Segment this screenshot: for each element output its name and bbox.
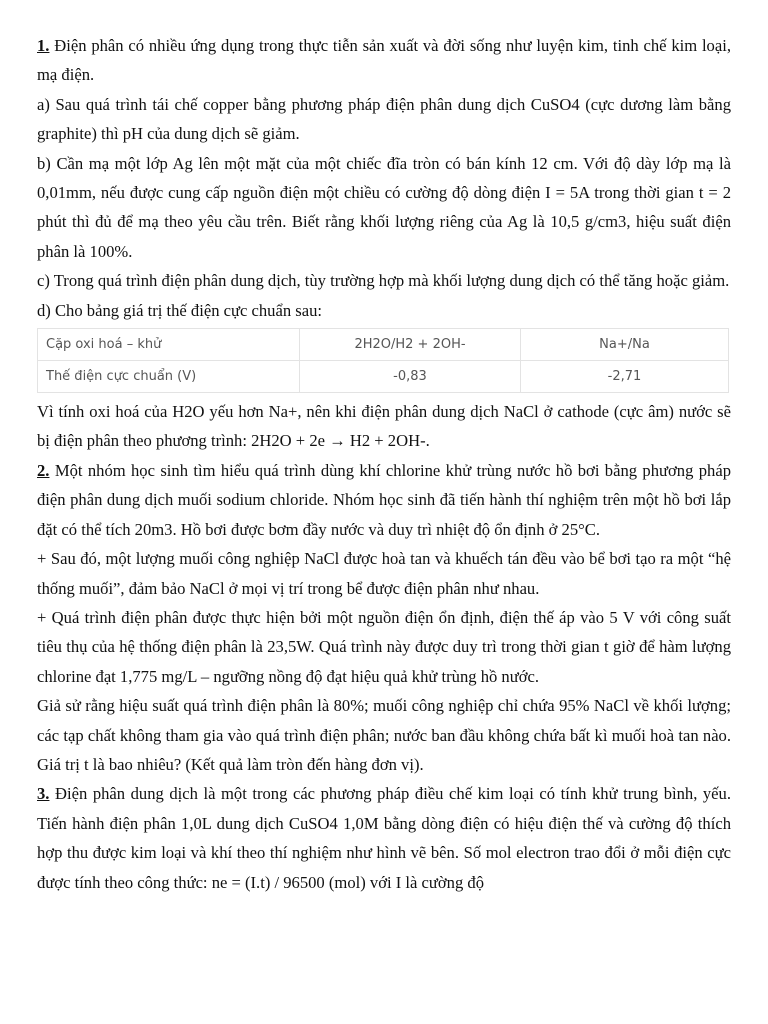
- table-cell: Cặp oxi hoá – khử: [38, 329, 300, 361]
- potential-table-wrapper: [37, 328, 731, 393]
- question-1-number: 1.: [37, 36, 50, 55]
- question-2-number: 2.: [37, 460, 50, 480]
- question-2-text: Một nhóm học sinh tìm hiểu quá trình dùng khí chlorine khử trùng nước hồ bơi bằng phương pháp điện phân dung dịch muối sodium chloride. Nhóm học sinh đã tiến hành thí nghiệm trên một hồ bơi lắp đặt có thể tích 20m3. Hồ bơi được bơm đầy nước và duy trì nhiệt độ ổn định ở 25°C.: [37, 460, 732, 539]
- question-2-intro: [37, 456, 731, 544]
- question-2-paragraph-2: + Quá trình điện phân được thực hiện bởi một nguồn điện ổn định, điện thế áp vào 5 V với công suất tiêu thụ của hệ thống điện phân là 23,5W. Quá trình này được duy trì trong thời gian t giờ để hàm lượng chlorine đạt 1,775 mg/L – ngưỡng nồng độ đạt hiệu quả khử trùng hồ nước.: [37, 607, 731, 686]
- question-3-intro: [37, 779, 731, 897]
- table-row: [38, 329, 729, 361]
- question-1-item-c: c) Trong quá trình điện phân dung dịch, tùy trường hợp mà khối lượng dung dịch có thể tăng hoặc giảm.: [37, 271, 730, 291]
- question-1-after-table: Vì tính oxi hoá của H2O yếu hơn Na+, nên khi điện phân dung dịch NaCl ở cathode (cực âm) nước sẽ bị điện phân theo phương trình: 2H2O + 2e → H2 + 2OH-.: [37, 402, 731, 451]
- table-cell: -0,83: [300, 361, 521, 393]
- question-3-text: Điện phân dung dịch là một trong các phương pháp điều chế kim loại có tính khử trung bình, yếu. Tiến hành điện phân 1,0L dung dịch CuSO4 1,0M bằng dòng điện có hiệu điện thế và cường độ thích hợp thu được kim loại và khí theo thí nghiệm như hình vẽ bên. Số mol electron trao đổi ở mỗi điện cực được tính theo công thức: ne = (I.t) / 96500 (mol) với I là cường độ: [37, 784, 731, 892]
- document-page: [37, 31, 731, 897]
- standard-potential-table: [37, 328, 729, 393]
- question-1-intro: [37, 31, 731, 90]
- table-cell: -2,71: [521, 361, 729, 393]
- question-3-number: 3.: [37, 784, 50, 804]
- question-1-item-b: b) Cần mạ một lớp Ag lên một mặt của một chiếc đĩa tròn có bán kính 12 cm. Với độ dày lớp mạ là 0,01mm, nếu được cung cấp nguồn điện một chiều có cường độ dòng điện I = 5A trong thời gian t = 2 phút thì đủ để mạ theo yêu cầu trên. Biết rằng khối lượng riêng của Ag là 10,5 g/cm3, hiệu suất điện phân là 100%.: [37, 153, 731, 261]
- question-2-paragraph-3: Giả sử rằng hiệu suất quá trình điện phân là 80%; muối công nghiệp chỉ chứa 95% NaCl về khối lượng; các tạp chất không tham gia vào quá trình điện phân; nước ban đầu không chứa bất kì muối hoà tan nào. Giá trị t là bao nhiêu? (Kết quả làm tròn đến hàng đơn vị).: [37, 696, 731, 774]
- question-2-paragraph-1: + Sau đó, một lượng muối công nghiệp NaCl được hoà tan và khuếch tán đều vào bể bơi tạo ra một “hệ thống muối”, đảm bảo NaCl ở mọi vị trí trong bể được điện phân như nhau.: [37, 549, 731, 598]
- table-cell: Thế điện cực chuẩn (V): [38, 361, 300, 393]
- table-row: [38, 361, 729, 393]
- table-cell: 2H2O/H2 + 2OH-: [300, 329, 521, 361]
- question-1-item-a: a) Sau quá trình tái chế copper bằng phương pháp điện phân dung dịch CuSO4 (cực dương làm bằng graphite) thì pH của dung dịch sẽ giảm.: [37, 94, 731, 144]
- table-cell: Na+/Na: [521, 329, 729, 361]
- question-1-item-d: d) Cho bảng giá trị thế điện cực chuẩn sau:: [37, 300, 323, 320]
- question-1-text: Điện phân có nhiều ứng dụng trong thực tiễn sản xuất và đời sống như luyện kim, tinh chế kim loại, mạ điện.: [37, 36, 731, 85]
